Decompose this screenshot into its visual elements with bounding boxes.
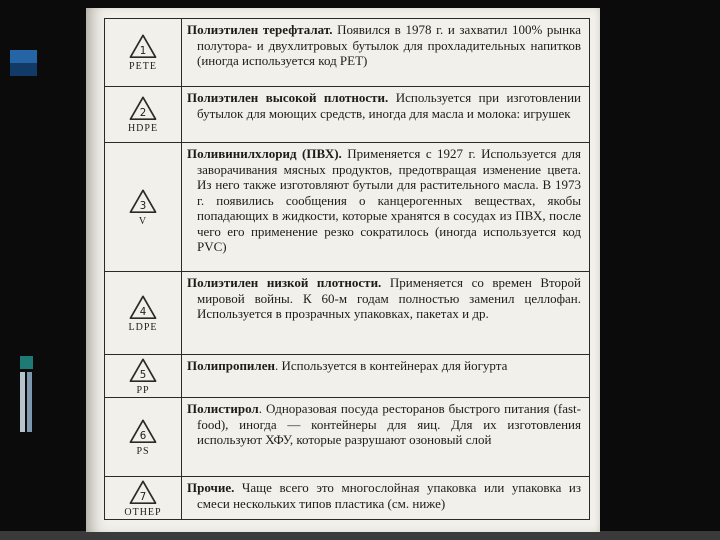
recycle-triangle-icon: [128, 418, 158, 445]
resin-symbol-cell: [105, 143, 182, 271]
resin-description: [187, 275, 581, 322]
resin-body: Появился в 1978 г. и захватил 100% рынка полутора- и двухлитровых бутылок для прохладительных напитков (иногда используется код PET): [197, 22, 581, 68]
accent-bar-steel: [27, 372, 32, 432]
resin-title: Полиэтилен терефталат.: [187, 22, 333, 37]
resin-description-cell: [182, 19, 589, 86]
table-row: [105, 143, 589, 272]
table-row: [105, 87, 589, 143]
recycle-triangle-icon: [128, 479, 158, 506]
resin-description: [187, 358, 581, 374]
resin-title: Полипропилен: [187, 358, 275, 373]
resin-title: Полиэтилен низкой плотности.: [187, 275, 382, 290]
resin-symbol-cell: [105, 19, 182, 86]
accent-square-teal: [20, 356, 33, 369]
resin-code-label: HDPE: [127, 123, 159, 134]
resin-number: 6: [139, 429, 147, 442]
scanned-page: [86, 8, 600, 532]
table-row: [105, 19, 589, 87]
bottom-strip: [0, 531, 720, 540]
accent-bar-light: [20, 372, 25, 432]
plastic-codes-table: [104, 18, 590, 520]
table-row: [105, 477, 589, 519]
resin-description-cell: [182, 143, 589, 271]
resin-body: Чаще всего это многослойная упаковка или упаковка из смеси нескольких типов пластика (см. ниже): [197, 480, 581, 511]
resin-body: Применяется с 1927 г. Используется для заворачивания мясных продуктов, предотвращая изменение цвета. Из него также изготовляют бутыли для растительного масла. В 1973 г. появились сообщения о канцерогенных веществах, якобы попадающих в жидкости, которые хранятся в сосудах из ПВХ, после чего его применение резко сократилось (иногда используется код PVC): [197, 146, 582, 254]
resin-description-cell: [182, 272, 589, 354]
resin-body: . Одноразовая посуда ресторанов быстрого питания (fast-food), иногда — контейнеры для яиц. Для их изготовления используют ХФУ, которые разрушают озоновый слой: [197, 401, 581, 447]
resin-number: 7: [139, 490, 147, 503]
resin-number: 4: [139, 305, 147, 318]
resin-body: . Используется в контейнерах для йогурта: [274, 358, 508, 373]
recycle-triangle-icon: [128, 357, 158, 384]
resin-title: Полиэтилен высокой плотности.: [187, 90, 389, 105]
resin-description-cell: [182, 398, 589, 476]
table-row: [105, 272, 589, 355]
resin-number: 5: [139, 368, 147, 381]
recycle-triangle-icon: [128, 95, 158, 122]
resin-number: 1: [139, 44, 147, 57]
resin-title: Прочие.: [187, 480, 235, 495]
recycle-triangle-icon: [128, 188, 158, 215]
resin-description-cell: [182, 355, 589, 397]
resin-description: [187, 480, 581, 511]
resin-code-label: V: [138, 215, 148, 227]
resin-description: [187, 401, 581, 448]
resin-number: 3: [139, 199, 147, 212]
resin-code-label: ОТНЕР: [124, 506, 162, 518]
resin-description: [187, 22, 581, 69]
accent-square-navy: [10, 63, 37, 76]
resin-symbol-cell: [105, 477, 182, 519]
resin-symbol-cell: [105, 398, 182, 476]
resin-symbol-cell: [105, 272, 182, 354]
resin-symbol-cell: [105, 87, 182, 142]
recycle-triangle-icon: [128, 294, 158, 321]
resin-description-cell: [182, 477, 589, 519]
resin-title: Поливинилхлорид (ПВХ).: [187, 146, 342, 161]
resin-code-label: PS: [136, 445, 150, 457]
resin-description: [187, 146, 581, 255]
resin-body: Используется при изготовлении бутылок для моющих средств, иногда для масла и молока: игрушек: [197, 90, 582, 121]
resin-code-label: PP: [136, 384, 150, 396]
resin-title: Полистирол: [187, 401, 259, 416]
recycle-triangle-icon: [128, 33, 158, 60]
resin-number: 2: [139, 106, 147, 119]
resin-body: Применяется со времен Второй мировой войны. К 60-м годам полностью заменил целлофан. Используется в прозрачных упаковках, пакетах и др.: [197, 275, 581, 321]
table-row: [105, 355, 589, 398]
resin-code-label: PETE: [129, 61, 157, 72]
accent-square-blue: [10, 50, 37, 63]
resin-symbol-cell: [105, 355, 182, 397]
resin-code-label: LDPE: [128, 321, 158, 333]
resin-description-cell: [182, 87, 589, 142]
table-row: [105, 398, 589, 477]
resin-description: [187, 90, 581, 121]
